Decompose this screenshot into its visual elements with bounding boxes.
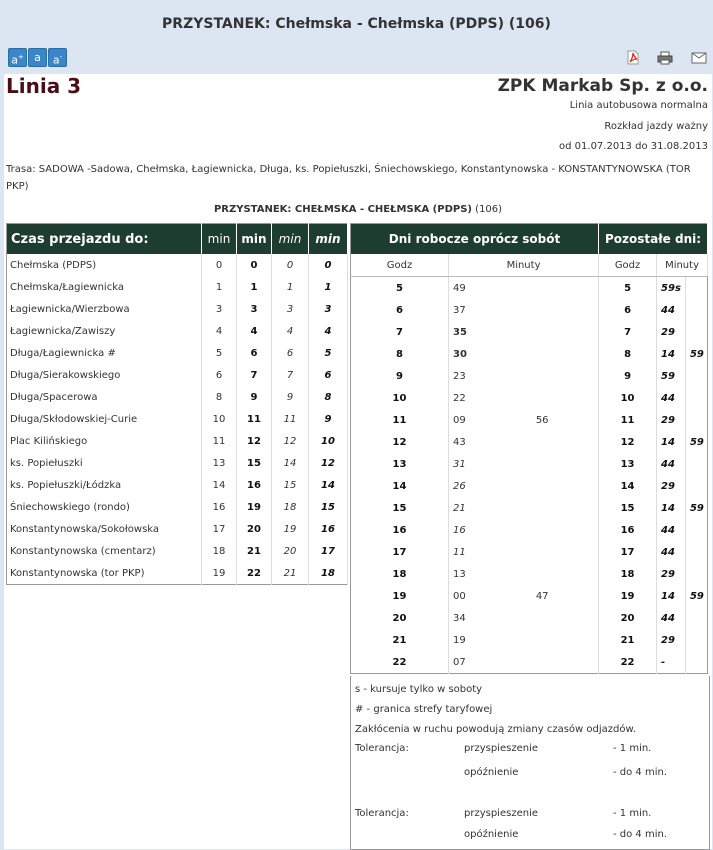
weekday-hour: 18 [392,568,407,580]
other-days-hour: 7 [599,321,657,343]
weekday-minute: 21 [449,497,536,519]
travel-header: Czas przejazdu do: [7,224,202,255]
weekday-hour: 14 [392,480,407,492]
stop-name: Chełmska (PDPS) [7,254,202,276]
stop-name: Konstantynowska/Sokołowska [7,518,202,540]
travel-minutes: 4 [309,320,348,342]
table-row [351,607,708,629]
weekday-minute: 16 [449,519,536,541]
other-days-minute [685,541,707,563]
table-row [351,475,708,497]
weekday-hour: 17 [392,546,407,558]
note-disruption: Zakłócenia w ruchu powodują zmiany czasów odjazdów. [355,724,636,735]
other-days-minute [685,519,707,541]
travel-minutes: 21 [272,562,309,585]
other-days-minute [685,365,707,387]
other-days-minute: 44 [657,607,686,629]
travel-minutes: 10 [309,430,348,452]
travel-minutes: 12 [272,430,309,452]
other-days-hour: 17 [599,541,657,563]
table-row [7,540,348,562]
font-normal-button[interactable]: a [28,48,47,67]
weekday-minute [536,629,599,651]
table-row [7,342,348,364]
stop-name: Konstantynowska (cmentarz) [7,540,202,562]
weekday-minute [536,365,599,387]
travel-minutes: 10 [202,408,237,430]
weekday-hour: 21 [392,634,407,646]
other-days-hour: 8 [599,343,657,365]
other-days-minute: 14 [657,431,686,453]
line-type: Linia autobusowa normalna [569,100,708,111]
stop-heading: PRZYSTANEK: CHEŁMSKA - CHEŁMSKA (PDPS) (106) [213,204,503,215]
travel-minutes: 13 [202,452,237,474]
other-days-hour: 5 [599,277,657,300]
travel-minutes: 6 [202,364,237,386]
table-row [7,562,348,585]
stop-name: Łagiewnicka/Wierzbowa [7,298,202,320]
travel-minutes: 0 [237,254,272,276]
weekday-hour: 11 [392,414,407,426]
travel-minutes: 1 [272,276,309,298]
weekday-minute: 30 [449,343,536,365]
travel-minutes: 15 [272,474,309,496]
minutes-subheader: Minuty [449,254,599,277]
other-days-minute: 44 [657,387,686,409]
weekday-minute: 22 [449,387,536,409]
table-row [351,321,708,343]
other-days-hour: 22 [599,651,657,674]
tolerance-delay-value: - do 4 min. [613,829,668,840]
travel-minutes: 9 [272,386,309,408]
table-row [351,541,708,563]
travel-minutes: 18 [309,562,348,585]
travel-minutes: 16 [202,496,237,518]
other-days-hour: 9 [599,365,657,387]
weekday-minute: 34 [449,607,536,629]
other-days-hour: 19 [599,585,657,607]
weekday-hour: 9 [396,370,403,382]
weekday-minute [536,607,599,629]
notes-panel [350,676,710,850]
tolerance-delay-value: - do 4 min. [613,767,668,778]
travel-minutes: 12 [237,430,272,452]
stop-name: Plac Kilińskiego [7,430,202,452]
print-icon[interactable] [657,51,673,65]
other-days-minute [685,299,707,321]
other-days-minute: 59s [657,277,686,300]
weekday-minute: 23 [449,365,536,387]
travel-minutes: 12 [309,452,348,474]
weekday-hour: 10 [392,392,407,404]
table-row [7,276,348,298]
travel-minutes: 9 [237,386,272,408]
travel-minutes: 8 [309,386,348,408]
note-fare-zone: # - granica strefy taryfowej [355,704,493,715]
stop-name: Długa/Spacerowa [7,386,202,408]
travel-minutes: 22 [237,562,272,585]
other-days-minute: 59 [685,497,707,519]
weekday-minute: 47 [535,590,549,602]
weekday-minute [536,343,599,365]
other-days-minute: 14 [657,585,686,607]
stop-name: Długa/Skłodowskiej-Curie [7,408,202,430]
weekday-hour: 16 [392,524,407,536]
other-days-minute: 59 [685,343,707,365]
weekday-hour: 7 [396,326,403,338]
weekday-minute [536,519,599,541]
weekday-minute: 09 [449,409,536,431]
pdf-icon[interactable] [627,50,639,65]
table-row [7,452,348,474]
other-days-minute [685,409,707,431]
other-days-header: Pozostałe dni: [599,224,708,255]
weekday-hour: 5 [396,282,403,294]
stop-name: Śniechowskiego (rondo) [7,496,202,518]
weekday-minute: 13 [449,563,536,585]
validity-dates: od 01.07.2013 do 31.08.2013 [559,141,708,152]
travel-minutes: 3 [237,298,272,320]
font-smaller-button[interactable]: a- [48,48,67,67]
table-row [351,343,708,365]
other-days-minute [685,475,707,497]
travel-minutes: 3 [272,298,309,320]
other-days-hour: 14 [599,475,657,497]
other-days-minute [685,277,707,300]
line-number: Linia 3 [6,74,82,98]
travel-minutes: 5 [309,342,348,364]
other-days-minute: 44 [657,299,686,321]
table-row [7,320,348,342]
other-days-minute: 14 [657,497,686,519]
weekday-minute: 11 [449,541,536,563]
other-days-hour: 16 [599,519,657,541]
stop-name: Chełmska/Łagiewnicka [7,276,202,298]
stop-name: Łagiewnicka/Zawiszy [7,320,202,342]
table-row [351,651,708,674]
weekday-minute [536,651,599,674]
travel-minutes: 19 [202,562,237,585]
weekday-minute [536,299,599,321]
weekday-minute: 00 [449,585,536,607]
other-days-minute: 29 [657,409,686,431]
weekday-minute: 35 [449,321,536,343]
travel-minutes: 3 [202,298,237,320]
other-days-minute: 29 [657,475,686,497]
weekday-minute [536,321,599,343]
travel-minutes: 17 [309,540,348,562]
tool-icons [627,50,707,65]
travel-minutes: 18 [272,496,309,518]
travel-minutes: 15 [309,496,348,518]
other-days-minute: - [657,651,686,674]
travel-minutes: 9 [309,408,348,430]
other-days-minute: 29 [657,321,686,343]
other-days-minute: 44 [657,519,686,541]
page-title: PRZYSTANEK: Chełmska - Chełmska (PDPS) (106) [162,16,551,32]
company-name: ZPK Markab Sp. z o.o. [497,76,708,96]
weekday-hour: 19 [392,590,407,602]
travel-minutes: 6 [272,342,309,364]
other-days-hour: 20 [599,607,657,629]
schedule-table [350,223,708,674]
travel-minutes: 14 [272,452,309,474]
tolerance-accel: przyspieszenie [464,808,538,819]
travel-time-table [6,223,348,585]
tolerance-accel-value: - 1 min. [613,808,652,819]
weekday-hour: 15 [392,502,407,514]
other-days-minute [685,651,707,674]
travel-minutes: 4 [237,320,272,342]
travel-minutes: 14 [309,474,348,496]
travel-minutes: 7 [272,364,309,386]
travel-minutes: 20 [237,518,272,540]
other-days-minute: 59 [657,365,686,387]
minutes-subheader: Minuty [657,254,708,277]
travel-minutes: 0 [202,254,237,276]
weekday-hour: 22 [392,656,407,668]
travel-minutes: 21 [237,540,272,562]
travel-minutes: 17 [202,518,237,540]
travel-minutes: 19 [272,518,309,540]
font-larger-button[interactable]: a+ [8,48,27,67]
stop-name: Długa/Łagiewnicka # [7,342,202,364]
other-days-minute: 14 [657,343,686,365]
weekday-minute [536,453,599,475]
table-row [351,277,708,300]
table-row [351,519,708,541]
travel-minutes: 4 [202,320,237,342]
stop-name: ks. Popiełuszki/Łódzka [7,474,202,496]
tolerance-label: Tolerancja: [355,743,409,754]
table-row [7,386,348,408]
weekday-hour: 12 [392,436,407,448]
table-row [351,409,708,431]
hour-subheader: Godz [351,254,449,277]
travel-minutes: 8 [202,386,237,408]
travel-minutes: 11 [272,408,309,430]
table-row [7,430,348,452]
weekday-minute [536,541,599,563]
travel-minutes: 0 [309,254,348,276]
weekday-minute [536,277,599,300]
travel-minutes: 16 [237,474,272,496]
other-days-hour: 13 [599,453,657,475]
table-row [7,518,348,540]
tolerance-label: Tolerancja: [355,808,409,819]
other-days-hour: 12 [599,431,657,453]
weekday-minute: 26 [449,475,536,497]
travel-minutes: 18 [202,540,237,562]
route-description: Trasa: SADOWA -Sadowa, Chełmska, Łagiewnicka, Długa, ks. Popiełuszki, Śniechowskiego, Konstantynowska - KONSTANTYNOWSKA (TOR PKP) [6,164,691,192]
table-row [351,563,708,585]
min-header: min [237,224,272,255]
table-row [7,496,348,518]
other-days-hour: 10 [599,387,657,409]
validity-label: Rozkład jazdy ważny [604,121,708,132]
tolerance-delay: opóźnienie [464,829,519,840]
other-days-minute [685,453,707,475]
tolerance-delay: opóźnienie [464,767,519,778]
other-days-hour: 21 [599,629,657,651]
other-days-hour: 15 [599,497,657,519]
other-days-hour: 6 [599,299,657,321]
travel-minutes: 16 [309,518,348,540]
travel-minutes: 4 [272,320,309,342]
other-days-minute [685,629,707,651]
table-row [7,474,348,496]
table-row [7,298,348,320]
other-days-hour: 18 [599,563,657,585]
travel-minutes: 20 [272,540,309,562]
travel-minutes: 1 [202,276,237,298]
weekday-minute: 56 [535,414,549,426]
other-days-minute [685,321,707,343]
table-row [351,431,708,453]
weekday-minute [536,563,599,585]
other-days-hour: 11 [599,409,657,431]
toolbar [0,48,713,72]
weekday-minute: 49 [449,277,536,300]
note-saturday: s - kursuje tylko w soboty [355,684,483,695]
travel-minutes: 6 [309,364,348,386]
travel-minutes: 7 [237,364,272,386]
travel-minutes: 15 [237,452,272,474]
other-days-minute [685,387,707,409]
weekday-hour: 20 [392,612,407,624]
table-row [351,453,708,475]
table-row [7,408,348,430]
weekday-header: Dni robocze oprócz sobót [351,224,599,255]
travel-minutes: 6 [237,342,272,364]
stop-name: ks. Popiełuszki [7,452,202,474]
min-header: min [309,224,348,255]
weekday-minute: 43 [449,431,536,453]
min-header: min [202,224,237,255]
stop-name: Konstantynowska (tor PKP) [7,562,202,585]
travel-minutes: 11 [237,408,272,430]
weekday-minute [536,475,599,497]
weekday-minute: 37 [449,299,536,321]
table-row [351,387,708,409]
travel-minutes: 14 [202,474,237,496]
tolerance-accel-value: - 1 min. [613,743,652,754]
other-days-minute: 59 [685,585,707,607]
hour-subheader: Godz [599,254,657,277]
table-row [7,254,348,276]
travel-minutes: 0 [272,254,309,276]
weekday-hour: 8 [396,348,403,360]
weekday-minute [536,497,599,519]
travel-minutes: 3 [309,298,348,320]
table-row [351,365,708,387]
font-size-buttons [8,48,67,67]
table-row [351,299,708,321]
table-row [351,629,708,651]
weekday-hour: 13 [392,458,407,470]
weekday-hour: 6 [396,304,403,316]
weekday-minute: 07 [449,651,536,674]
travel-minutes: 1 [237,276,272,298]
travel-minutes: 5 [202,342,237,364]
other-days-minute [685,563,707,585]
other-days-minute: 29 [657,629,686,651]
table-row [351,497,708,519]
travel-minutes: 1 [309,276,348,298]
email-icon[interactable] [691,52,707,64]
weekday-minute: 19 [449,629,536,651]
weekday-minute [536,387,599,409]
weekday-minute: 31 [449,453,536,475]
timetable-content [4,74,712,849]
stop-name: Długa/Sierakowskiego [7,364,202,386]
other-days-minute: 44 [657,541,686,563]
tolerance-accel: przyspieszenie [464,743,538,754]
table-row [7,364,348,386]
other-days-minute [685,607,707,629]
min-header: min [272,224,309,255]
weekday-minute [536,431,599,453]
travel-minutes: 19 [237,496,272,518]
other-days-minute: 59 [685,431,707,453]
other-days-minute: 44 [657,453,686,475]
travel-minutes: 11 [202,430,237,452]
other-days-minute: 29 [657,563,686,585]
table-row [351,585,708,607]
